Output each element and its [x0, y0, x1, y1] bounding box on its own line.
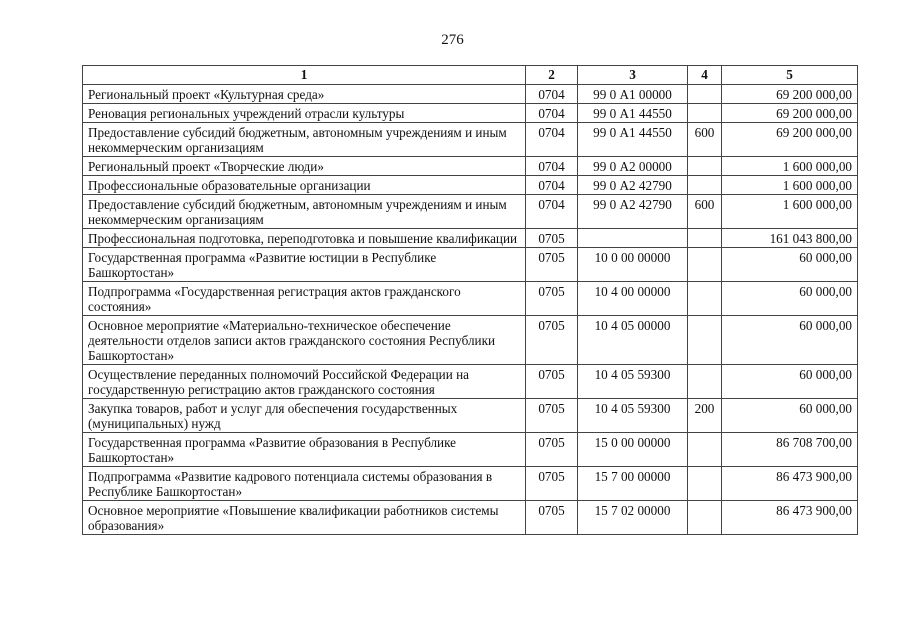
cell-sum: 1 600 000,00	[722, 176, 858, 195]
cell-sum: 60 000,00	[722, 282, 858, 316]
cell-name: Подпрограмма «Государственная регистрация актов гражданского состояния»	[83, 282, 526, 316]
table-row	[83, 433, 858, 467]
cell-sum: 86 473 900,00	[722, 467, 858, 501]
cell-type	[688, 229, 722, 248]
cell-type	[688, 176, 722, 195]
column-header-type: 4	[688, 66, 722, 85]
cell-target: 10 4 05 59300	[578, 399, 688, 433]
cell-type: 600	[688, 123, 722, 157]
table-row	[83, 365, 858, 399]
cell-section: 0704	[526, 176, 578, 195]
cell-section: 0705	[526, 365, 578, 399]
table-row	[83, 282, 858, 316]
table-row	[83, 248, 858, 282]
cell-name: Закупка товаров, работ и услуг для обеспечения государственных (муниципальных) нужд	[83, 399, 526, 433]
table-row	[83, 316, 858, 365]
table-row	[83, 229, 858, 248]
cell-type	[688, 433, 722, 467]
cell-type	[688, 282, 722, 316]
cell-sum: 86 708 700,00	[722, 433, 858, 467]
cell-sum: 1 600 000,00	[722, 195, 858, 229]
cell-sum: 86 473 900,00	[722, 501, 858, 535]
cell-target: 99 0 А2 42790	[578, 195, 688, 229]
cell-section: 0704	[526, 85, 578, 104]
table-row	[83, 467, 858, 501]
cell-sum: 60 000,00	[722, 365, 858, 399]
table-row	[83, 195, 858, 229]
table-row	[83, 176, 858, 195]
table-header-row	[83, 66, 858, 85]
table-row	[83, 104, 858, 123]
cell-sum: 69 200 000,00	[722, 104, 858, 123]
table-row	[83, 157, 858, 176]
page-number: 276	[441, 32, 464, 48]
cell-name: Основное мероприятие «Материально-техническое обеспечение деятельности отделов записи актов гражданского состояния Республики Башкортостан»	[83, 316, 526, 365]
cell-sum: 60 000,00	[722, 316, 858, 365]
cell-type	[688, 467, 722, 501]
cell-section: 0705	[526, 501, 578, 535]
cell-sum: 60 000,00	[722, 248, 858, 282]
cell-name: Предоставление субсидий бюджетным, автономным учреждениям и иным некоммерческим организациям	[83, 195, 526, 229]
table-row	[83, 123, 858, 157]
cell-sum: 69 200 000,00	[722, 123, 858, 157]
cell-name: Государственная программа «Развитие образования в Республике Башкортостан»	[83, 433, 526, 467]
cell-sum: 60 000,00	[722, 399, 858, 433]
cell-target: 99 0 А2 42790	[578, 176, 688, 195]
cell-target: 99 0 А2 00000	[578, 157, 688, 176]
column-header-target: 3	[578, 66, 688, 85]
cell-type	[688, 104, 722, 123]
table-row	[83, 85, 858, 104]
cell-section: 0705	[526, 399, 578, 433]
cell-type	[688, 248, 722, 282]
cell-name: Реновация региональных учреждений отрасли культуры	[83, 104, 526, 123]
cell-section: 0705	[526, 467, 578, 501]
cell-sum: 161 043 800,00	[722, 229, 858, 248]
cell-target: 15 7 02 00000	[578, 501, 688, 535]
column-header-name: 1	[83, 66, 526, 85]
cell-target: 10 4 00 00000	[578, 282, 688, 316]
cell-name: Региональный проект «Творческие люди»	[83, 157, 526, 176]
table-row	[83, 399, 858, 433]
cell-type	[688, 316, 722, 365]
cell-name: Осуществление переданных полномочий Российской Федерации на государственную регистрацию актов гражданского состояния	[83, 365, 526, 399]
cell-target: 15 7 00 00000	[578, 467, 688, 501]
cell-section: 0705	[526, 282, 578, 316]
cell-type	[688, 501, 722, 535]
cell-type	[688, 85, 722, 104]
cell-target: 99 0 А1 44550	[578, 104, 688, 123]
cell-name: Профессиональная подготовка, переподготовка и повышение квалификации	[83, 229, 526, 248]
cell-section: 0705	[526, 229, 578, 248]
cell-section: 0704	[526, 195, 578, 229]
cell-sum: 1 600 000,00	[722, 157, 858, 176]
budget-table	[82, 65, 858, 535]
cell-target	[578, 229, 688, 248]
cell-target: 10 0 00 00000	[578, 248, 688, 282]
column-header-section: 2	[526, 66, 578, 85]
cell-name: Профессиональные образовательные организации	[83, 176, 526, 195]
cell-target: 10 4 05 59300	[578, 365, 688, 399]
cell-type: 600	[688, 195, 722, 229]
cell-type: 200	[688, 399, 722, 433]
cell-name: Региональный проект «Культурная среда»	[83, 85, 526, 104]
cell-name: Подпрограмма «Развитие кадрового потенциала системы образования в Республике Башкортостан»	[83, 467, 526, 501]
table-row	[83, 501, 858, 535]
cell-section: 0705	[526, 316, 578, 365]
cell-sum: 69 200 000,00	[722, 85, 858, 104]
cell-target: 15 0 00 00000	[578, 433, 688, 467]
column-header-sum: 5	[722, 66, 858, 85]
cell-type	[688, 157, 722, 176]
cell-section: 0704	[526, 157, 578, 176]
cell-section: 0704	[526, 104, 578, 123]
cell-target: 10 4 05 00000	[578, 316, 688, 365]
cell-name: Предоставление субсидий бюджетным, автономным учреждениям и иным некоммерческим организациям	[83, 123, 526, 157]
cell-name: Государственная программа «Развитие юстиции в Республике Башкортостан»	[83, 248, 526, 282]
cell-name: Основное мероприятие «Повышение квалификации работников системы образования»	[83, 501, 526, 535]
cell-target: 99 0 А1 44550	[578, 123, 688, 157]
cell-section: 0704	[526, 123, 578, 157]
cell-section: 0705	[526, 433, 578, 467]
cell-type	[688, 365, 722, 399]
cell-section: 0705	[526, 248, 578, 282]
cell-target: 99 0 А1 00000	[578, 85, 688, 104]
